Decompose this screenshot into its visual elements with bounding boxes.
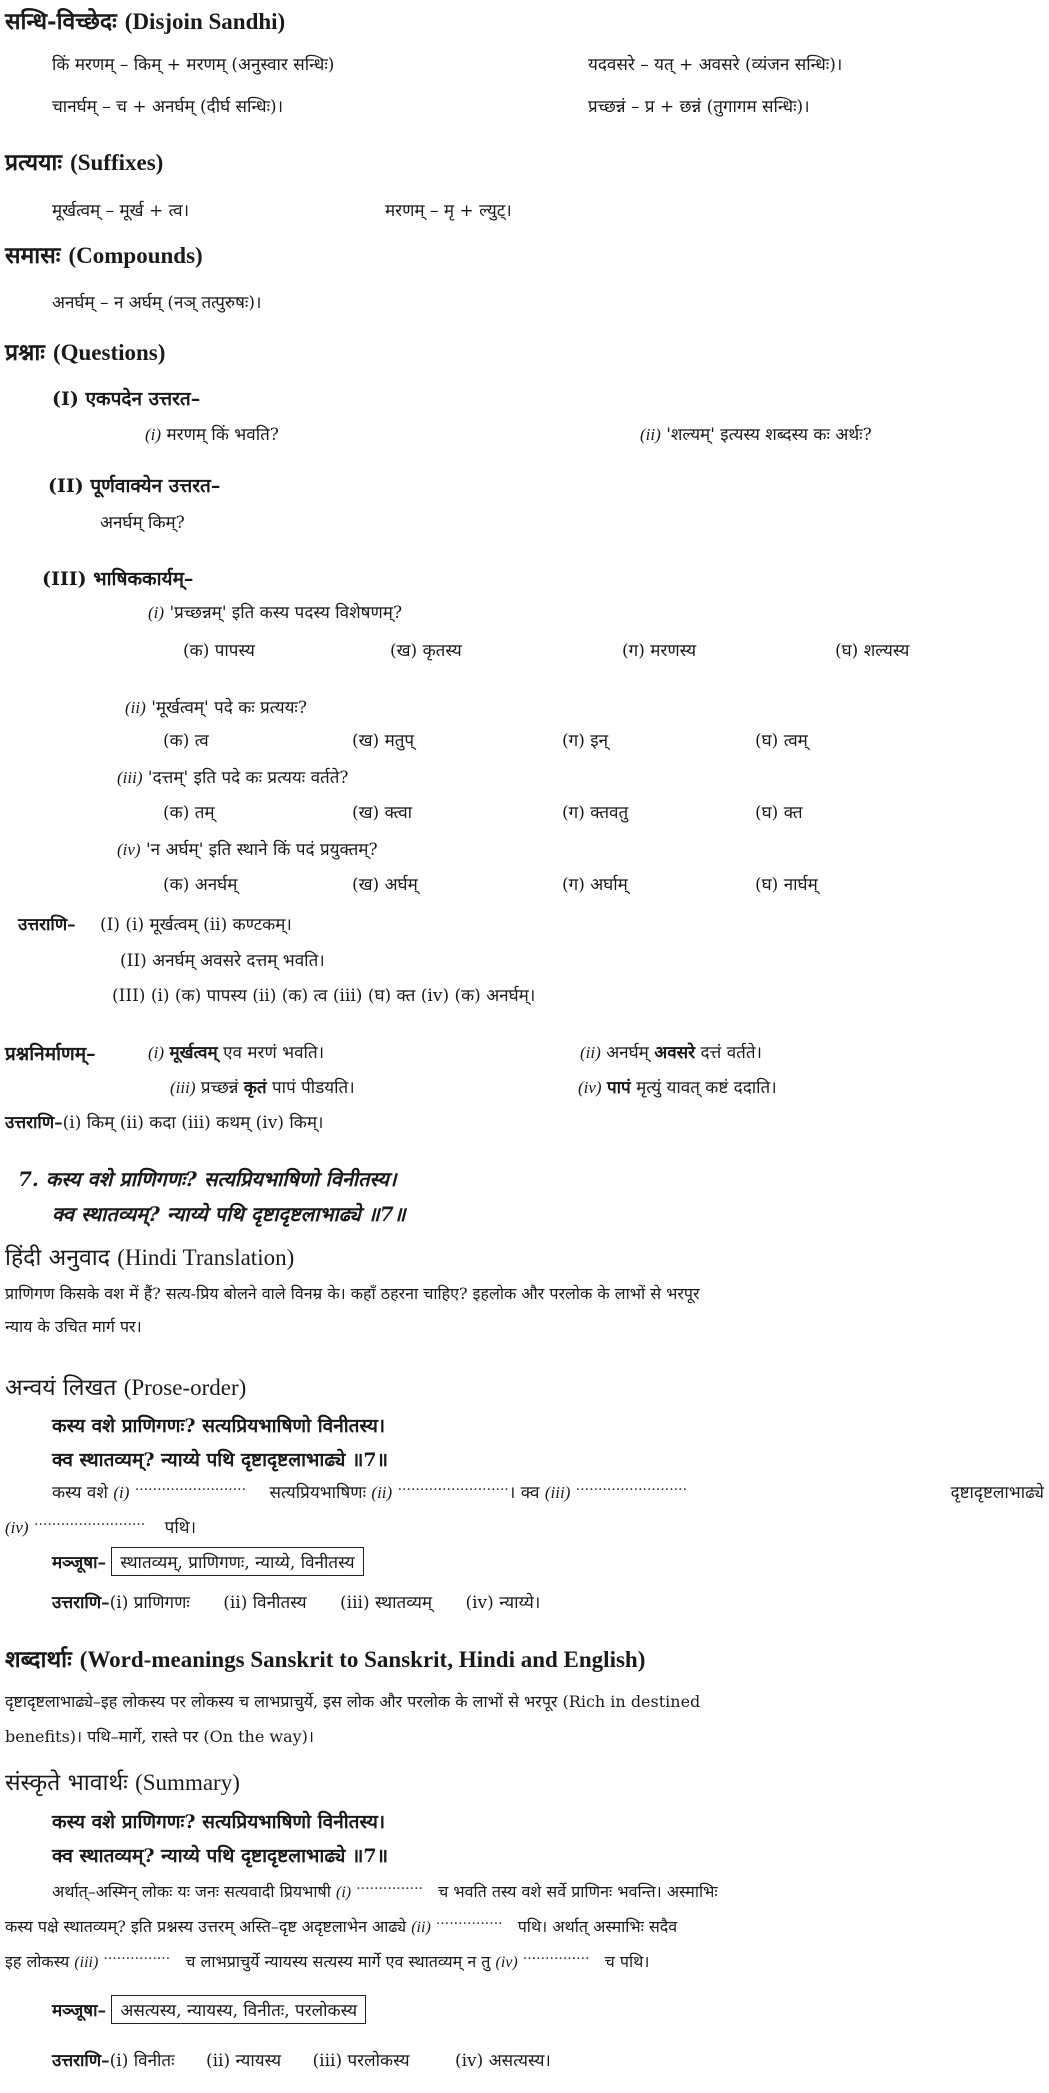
- qf-answers: [5, 1110, 323, 1133]
- qf-bold-word: कृतं: [243, 1078, 267, 1098]
- qf-rest: दत्तं वर्तते।: [700, 1043, 762, 1063]
- word-meanings-heading: [5, 1642, 645, 1674]
- answers-label: उत्तराणि–: [52, 2051, 110, 2071]
- para-text: च भवति तस्य वशे सर्वे प्राणिनः भवन्ति। अस्माभिः: [438, 1882, 718, 1901]
- summary-para-line-2: [5, 1915, 677, 1937]
- word-meanings-heading-en: (Word-meanings Sanskrit to Sanskrit, Hindi and English): [79, 1647, 646, 1672]
- prose-order-heading: [5, 1370, 246, 1402]
- prose-verse-1: कस्य वशे प्राणिगणः? सत्यप्रियभाषिणो विनीतस्य।: [52, 1415, 386, 1437]
- hindi-translation-line-1: प्राणिगण किसके वश में हैं? सत्य-प्रिय बोलने वाले विनम्र के। कहाँ ठहरना चाहिए? इहलोक और परलोक के लाभों से भरपूर: [5, 1284, 700, 1303]
- answer-1: (i) प्राणिगणः: [109, 1593, 190, 1613]
- q-num: (ii): [640, 425, 661, 444]
- box-label: मञ्जूषा–: [52, 2001, 107, 2021]
- blank-2[interactable]: ·························: [397, 1482, 509, 1498]
- blank-num: (i): [113, 1483, 130, 1502]
- q-num: (i): [148, 1043, 165, 1062]
- q-num: (iv): [578, 1078, 602, 1097]
- q-num: (iii): [117, 768, 143, 787]
- questions-heading-hi: प्रश्नाः: [5, 339, 45, 366]
- hindi-heading-hi: हिंदी अनुवाद: [5, 1245, 110, 1271]
- q-num: (iv): [117, 840, 141, 859]
- word-meanings-heading-hi: शब्दार्थाः: [5, 1646, 72, 1673]
- summary-heading-en: (Summary): [135, 1770, 240, 1795]
- prose-word-box: [52, 1547, 364, 1576]
- fill-text: सत्यप्रियभाषिणः: [269, 1483, 367, 1503]
- part3-q3-opt-d: (घ) क्त: [755, 803, 803, 823]
- part3-q4-opt-d: (घ) नार्घम्: [755, 875, 818, 895]
- blank-1[interactable]: ·························: [134, 1482, 247, 1498]
- questions-part1-label: (I) एकपदेन उत्तरत–: [52, 388, 201, 410]
- blank-4[interactable]: ·························: [34, 1517, 146, 1533]
- q-num: (i): [145, 425, 162, 444]
- prose-verse-2: क्व स्थातव्यम्? न्याय्ये पथि दृष्टादृष्टलाभाढ्ये ॥7॥: [52, 1449, 388, 1471]
- summary-para-line-1: [52, 1880, 718, 1902]
- q-num: (ii): [580, 1043, 601, 1062]
- q-text: मरणम् किं भवति?: [166, 425, 279, 445]
- para-text: पथि। अर्थात् अस्माभिः सदैव: [517, 1917, 678, 1936]
- part3-q2-opt-a: (क) त्व: [163, 731, 209, 751]
- blank-num: (iv): [5, 1518, 29, 1537]
- part3-q2-opt-d: (घ) त्वम्: [755, 731, 808, 751]
- qf-item-3: [170, 1075, 355, 1098]
- q-text: 'शल्यम्' इत्यस्य शब्दस्य कः अर्थः?: [666, 425, 872, 445]
- blank-3[interactable]: ·························: [575, 1482, 688, 1498]
- part3-q2: [125, 695, 307, 718]
- blank-num: (ii): [371, 1483, 393, 1502]
- blank-2[interactable]: ···············: [435, 1916, 503, 1932]
- qf-item-4: [578, 1075, 777, 1098]
- sandhi-row-1-left: किं मरणम् – किम् + मरणम् (अनुस्वार सन्धिः): [52, 55, 335, 75]
- part3-q1-opt-b: (ख) कृतस्य: [390, 641, 462, 661]
- q-text: 'दत्तम्' इति पदे कः प्रत्ययः वर्तते?: [147, 768, 349, 788]
- qf-pre: अनर्घम्: [606, 1043, 649, 1063]
- suffixes-heading: [5, 145, 163, 177]
- questions-part2-q1: अनर्घम् किम्?: [100, 513, 185, 533]
- compounds-heading-en: (Compounds): [68, 243, 203, 268]
- answers-label: उत्तराणि–: [5, 1113, 63, 1133]
- qf-rest: पापं पीडयति।: [272, 1078, 355, 1098]
- summary-heading-hi: संस्कृते भावार्थः: [5, 1770, 128, 1796]
- word-box: स्थातव्यम्, प्राणिगणः, न्याय्ये, विनीतस्य: [111, 1547, 363, 1576]
- part3-q1-opt-c: (ग) मरणस्य: [622, 641, 697, 661]
- part3-q1-opt-d: (घ) शल्यस्य: [835, 641, 910, 661]
- qf-rest: एव मरणं भवति।: [223, 1043, 325, 1063]
- answer-3: (iii) स्थातव्यम्: [340, 1593, 433, 1613]
- suffixes-heading-en: (Suffixes): [70, 150, 164, 175]
- part3-q4-opt-b: (ख) अर्घम्: [352, 875, 418, 895]
- blank-num: (ii): [411, 1919, 431, 1936]
- part3-q2-opt-b: (ख) मतुप्: [352, 731, 415, 751]
- sandhi-heading: [5, 4, 285, 36]
- suffix-item-2: मरणम् – मृ + ल्युट्।: [385, 201, 512, 221]
- part3-q3-opt-c: (ग) क्तवतु: [562, 803, 629, 823]
- blank-4[interactable]: ···············: [522, 1951, 590, 1967]
- summary-verse-2: क्व स्थातव्यम्? न्याय्ये पथि दृष्टादृष्टलाभाढ्ये ॥7॥: [52, 1845, 388, 1867]
- sandhi-row-1-right: यदवसरे – यत् + अवसरे (व्यंजन सन्धिः)।: [588, 55, 843, 75]
- q-num: (iii): [170, 1078, 196, 1097]
- prose-heading-en: (Prose-order): [123, 1375, 247, 1400]
- questions-heading: [5, 335, 165, 367]
- questions-part3-label: (III) भाषिककार्यम्–: [42, 568, 194, 590]
- answer-4: (iv) असत्यस्य।: [454, 2051, 551, 2071]
- answer-3: (iii) परलोकस्य: [312, 2051, 410, 2071]
- part3-q1-opt-a: (क) पापस्य: [183, 641, 255, 661]
- fill-text: कस्य वशे: [52, 1483, 108, 1503]
- prose-heading-hi: अन्वयं लिखत: [5, 1375, 117, 1401]
- blank-num: (iii): [74, 1954, 99, 1971]
- qf-bold-word: मूर्खत्वम्: [169, 1043, 218, 1063]
- prose-fill-line-1: [52, 1480, 1044, 1503]
- para-text: च पथि।: [604, 1952, 650, 1971]
- fill-text: । क्व: [508, 1483, 540, 1503]
- sandhi-heading-hi: सन्धि-विच्छेदः: [5, 8, 117, 35]
- blank-1[interactable]: ···············: [356, 1881, 423, 1897]
- para-text: च लाभप्राचुर्ये न्यायस्य सत्यस्य मार्गे एव स्थातव्यम् न तु: [185, 1952, 491, 1971]
- suffix-item-1: मूर्खत्वम् – मूर्ख + त्व।: [52, 201, 190, 221]
- qf-pre: प्रच्छन्नं: [200, 1078, 239, 1098]
- q-text: 'मूर्खत्वम्' पदे कः प्रत्ययः?: [151, 698, 307, 718]
- questions-part1-q1: [145, 422, 279, 445]
- part3-q4-opt-a: (क) अनर्घम्: [163, 875, 238, 895]
- qf-bold-word: अवसरे: [654, 1043, 696, 1063]
- summary-word-box: [52, 1995, 366, 2024]
- answers-line-2: (II) अनर्घम् अवसरे दत्तम् भवति।: [120, 951, 325, 971]
- word-meanings-line-1: दृष्टादृष्टलाभाढ्ये–इह लोकस्य पर लोकस्य च लाभप्राचुर्ये, इस लोक और परलोक के लाभों से भरपूर (Rich in destined: [5, 1692, 701, 1711]
- verse7-line-1: 7. कस्य वशे प्राणिगणः? सत्यप्रियभाषिणो विनीतस्य।: [18, 1167, 397, 1191]
- sandhi-row-2-right: प्रच्छन्नं – प्र + छन्नं (तुगागम सन्धिः)।: [588, 97, 810, 117]
- q-text: 'प्रच्छन्नम्' इति कस्य पदस्य विशेषणम्?: [169, 603, 403, 623]
- para-text: अर्थात्–अस्मिन् लोकः यः जनः सत्यवादी प्रियभाषी: [52, 1882, 331, 1901]
- qf-rest: मृत्युं यावत् कष्टं ददाति।: [636, 1078, 777, 1098]
- suffixes-heading-hi: प्रत्ययाः: [5, 149, 63, 176]
- fill-text: दृष्टादृष्टलाभाढ्ये: [950, 1483, 1044, 1503]
- verse7-line-2: क्व स्थातव्यम्? न्याय्ये पथि दृष्टादृष्टलाभाढ्ये ॥7॥: [52, 1202, 406, 1226]
- box-label: मञ्जूषा–: [52, 1553, 107, 1573]
- summary-heading: [5, 1765, 240, 1797]
- qf-item-2: [580, 1040, 762, 1063]
- answers-line-3: (III) (i) (क) पापस्य (ii) (क) त्व (iii) (घ) क्त (iv) (क) अनर्घम्।: [112, 986, 536, 1006]
- hindi-heading-en: (Hindi Translation): [117, 1245, 295, 1270]
- sandhi-row-2-left: चानर्घम् – च + अनर्घम् (दीर्घ सन्धिः)।: [52, 97, 284, 117]
- para-text: इह लोकस्य: [5, 1952, 70, 1971]
- hindi-translation-heading: [5, 1240, 294, 1272]
- answer-1: (i) विनीतः: [109, 2051, 175, 2071]
- part3-q1: [148, 600, 402, 623]
- q-num: (i): [148, 603, 165, 622]
- part3-q3-opt-b: (ख) क्त्वा: [352, 803, 413, 823]
- answer-4: (iv) न्याय्ये।: [465, 1593, 541, 1613]
- compounds-heading: [5, 238, 203, 270]
- questions-part1-q2: [640, 422, 872, 445]
- qf-item-1: [148, 1040, 324, 1063]
- q-text: 'न अर्घम्' इति स्थाने किं पदं प्रयुक्तम्?: [146, 840, 378, 860]
- para-text: कस्य पक्षे स्थातव्यम्? इति प्रश्नस्य उत्तरम् अस्ति–दृष्ट अदृष्टलाभेन आढ्ये: [5, 1917, 407, 1936]
- part3-q4-opt-c: (ग) अर्घाम्: [562, 875, 628, 895]
- blank-num: (iv): [495, 1954, 518, 1971]
- compounds-heading-hi: समासः: [5, 242, 61, 269]
- blank-num: (i): [336, 1884, 352, 1901]
- prose-answers: [52, 1590, 540, 1613]
- sandhi-heading-en: (Disjoin Sandhi): [124, 9, 286, 34]
- compound-item-1: अनर्घम् – न अर्घम् (नञ् तत्पुरुषः)।: [52, 293, 262, 313]
- questions-heading-en: (Questions): [52, 340, 166, 365]
- q-num: (ii): [125, 698, 146, 717]
- questions-part2-label: (II) पूर्णवाक्येन उत्तरत–: [48, 475, 221, 497]
- answers-label: उत्तराणि–: [52, 1593, 110, 1613]
- summary-answers: [52, 2048, 551, 2071]
- answer-2: (ii) विनीतस्य: [223, 1593, 307, 1613]
- answer-2: (ii) न्यायस्य: [205, 2051, 282, 2071]
- prose-fill-line-2: [5, 1515, 196, 1538]
- part3-q3: [117, 765, 349, 788]
- blank-num: (iii): [544, 1483, 571, 1502]
- answers-text: (i) किम् (ii) कदा (iii) कथम् (iv) किम्।: [62, 1113, 324, 1133]
- summary-verse-1: कस्य वशे प्राणिगणः? सत्यप्रियभाषिणो विनीतस्य।: [52, 1811, 386, 1833]
- qf-bold-word: पापं: [607, 1078, 631, 1098]
- word-box: असत्यस्य, न्यायस्य, विनीतः, परलोकस्य: [111, 1995, 366, 2024]
- summary-para-line-3: [5, 1950, 649, 1972]
- question-formation-label: प्रश्ननिर्माणम्–: [5, 1043, 96, 1065]
- answers-line-1: (I) (i) मूर्खत्वम् (ii) कण्टकम्।: [100, 915, 292, 935]
- blank-3[interactable]: ···············: [103, 1951, 171, 1967]
- part3-q2-opt-c: (ग) इन्: [562, 731, 609, 751]
- word-meanings-line-2: benefits)। पथि–मार्गे, रास्ते पर (On the way)।: [5, 1727, 314, 1746]
- hindi-translation-line-2: न्याय के उचित मार्ग पर।: [5, 1317, 142, 1336]
- part3-q4: [117, 837, 378, 860]
- answers-label: उत्तराणि–: [18, 915, 76, 935]
- fill-text: पथि।: [164, 1518, 197, 1538]
- part3-q3-opt-a: (क) तम्: [163, 803, 215, 823]
